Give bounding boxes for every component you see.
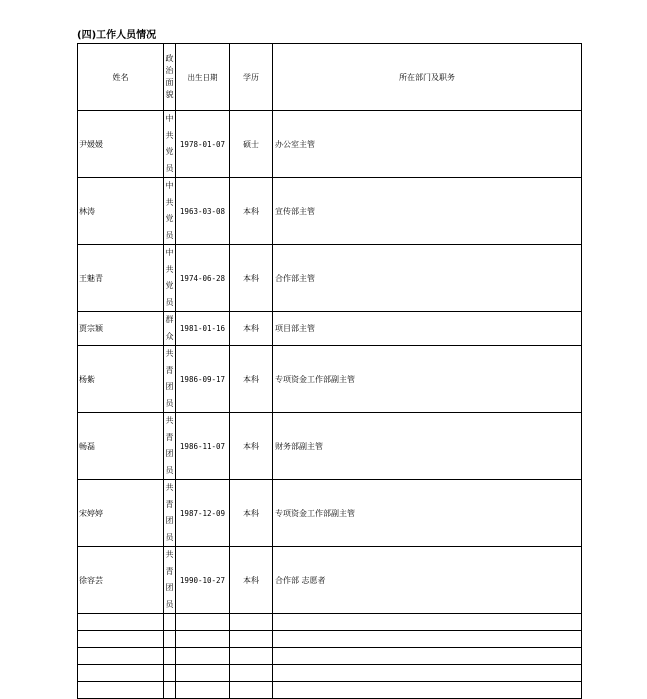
empty-table-row: [78, 682, 582, 699]
header-political-text: 政治面貌: [165, 54, 174, 99]
cell-education: 本科: [230, 245, 273, 312]
cell-political: [164, 111, 176, 178]
header-political: [164, 44, 176, 111]
empty-cell: [230, 682, 273, 699]
table-body: [78, 111, 582, 699]
empty-table-row: [78, 614, 582, 631]
cell-education: 本科: [230, 312, 273, 346]
empty-cell: [273, 648, 582, 665]
cell-dob: 1986-11-07: [176, 413, 230, 480]
cell-name: 畅磊: [78, 413, 164, 480]
table-row: [78, 111, 582, 178]
table-row: [78, 547, 582, 614]
table-row: [78, 178, 582, 245]
cell-education: 本科: [230, 178, 273, 245]
cell-political: [164, 178, 176, 245]
table-row: [78, 413, 582, 480]
cell-political-text: 中共党员: [165, 181, 174, 240]
cell-political: [164, 413, 176, 480]
empty-cell: [78, 682, 164, 699]
cell-political-text: 共青团员: [165, 349, 174, 408]
cell-dob: 1978-01-07: [176, 111, 230, 178]
empty-cell: [164, 631, 176, 648]
empty-cell: [164, 682, 176, 699]
cell-political-text: 共青团员: [165, 550, 174, 609]
empty-cell: [164, 614, 176, 631]
table-row: [78, 312, 582, 346]
cell-name: 尹媛媛: [78, 111, 164, 178]
header-dob: 出生日期: [176, 44, 230, 111]
empty-cell: [78, 614, 164, 631]
cell-name: 宋婷婷: [78, 480, 164, 547]
cell-department: 合作部 志愿者: [273, 547, 582, 614]
cell-political: [164, 312, 176, 346]
cell-department: 财务部副主管: [273, 413, 582, 480]
cell-name: 林涛: [78, 178, 164, 245]
empty-cell: [230, 665, 273, 682]
cell-dob: 1990-10-27: [176, 547, 230, 614]
cell-name: 杨紫: [78, 346, 164, 413]
cell-political-text: 共青团员: [165, 483, 174, 542]
cell-department: 专项资金工作部副主管: [273, 346, 582, 413]
cell-department: 办公室主管: [273, 111, 582, 178]
table-row: [78, 245, 582, 312]
empty-cell: [176, 631, 230, 648]
cell-political: [164, 480, 176, 547]
empty-cell: [273, 631, 582, 648]
cell-education: 本科: [230, 346, 273, 413]
cell-political: [164, 547, 176, 614]
empty-cell: [230, 614, 273, 631]
section-title: (四)工作人员情况: [77, 30, 157, 41]
empty-cell: [78, 631, 164, 648]
empty-cell: [78, 648, 164, 665]
cell-department: 专项资金工作部副主管: [273, 480, 582, 547]
empty-cell: [273, 614, 582, 631]
empty-cell: [176, 665, 230, 682]
empty-cell: [176, 648, 230, 665]
empty-cell: [273, 665, 582, 682]
cell-political-text: 共青团员: [165, 416, 174, 475]
cell-education: 本科: [230, 480, 273, 547]
staff-table: [77, 43, 582, 699]
empty-cell: [230, 631, 273, 648]
cell-department: 项目部主管: [273, 312, 582, 346]
header-education: 学历: [230, 44, 273, 111]
empty-cell: [273, 682, 582, 699]
cell-political-text: 中共党员: [165, 114, 174, 173]
empty-cell: [78, 665, 164, 682]
cell-dob: 1981-01-16: [176, 312, 230, 346]
cell-dob: 1974-06-28: [176, 245, 230, 312]
cell-political-text: 群众: [165, 315, 174, 341]
cell-department: 宣传部主管: [273, 178, 582, 245]
table-header-row: [78, 44, 582, 111]
cell-dob: 1986-09-17: [176, 346, 230, 413]
header-name: 姓名: [78, 44, 164, 111]
cell-education: 本科: [230, 547, 273, 614]
empty-cell: [176, 614, 230, 631]
empty-table-row: [78, 648, 582, 665]
empty-cell: [164, 648, 176, 665]
empty-cell: [230, 648, 273, 665]
empty-cell: [176, 682, 230, 699]
cell-name: 王魅青: [78, 245, 164, 312]
cell-political-text: 中共党员: [165, 248, 174, 307]
cell-political: [164, 245, 176, 312]
table-row: [78, 480, 582, 547]
cell-education: 本科: [230, 413, 273, 480]
empty-table-row: [78, 631, 582, 648]
table-row: [78, 346, 582, 413]
cell-education: 硕士: [230, 111, 273, 178]
cell-dob: 1963-03-08: [176, 178, 230, 245]
empty-table-row: [78, 665, 582, 682]
cell-name: 徐容芸: [78, 547, 164, 614]
cell-dob: 1987-12-09: [176, 480, 230, 547]
cell-department: 合作部主管: [273, 245, 582, 312]
empty-cell: [164, 665, 176, 682]
header-department: 所在部门及职务: [273, 44, 582, 111]
cell-name: 贾宗颖: [78, 312, 164, 346]
cell-political: [164, 346, 176, 413]
